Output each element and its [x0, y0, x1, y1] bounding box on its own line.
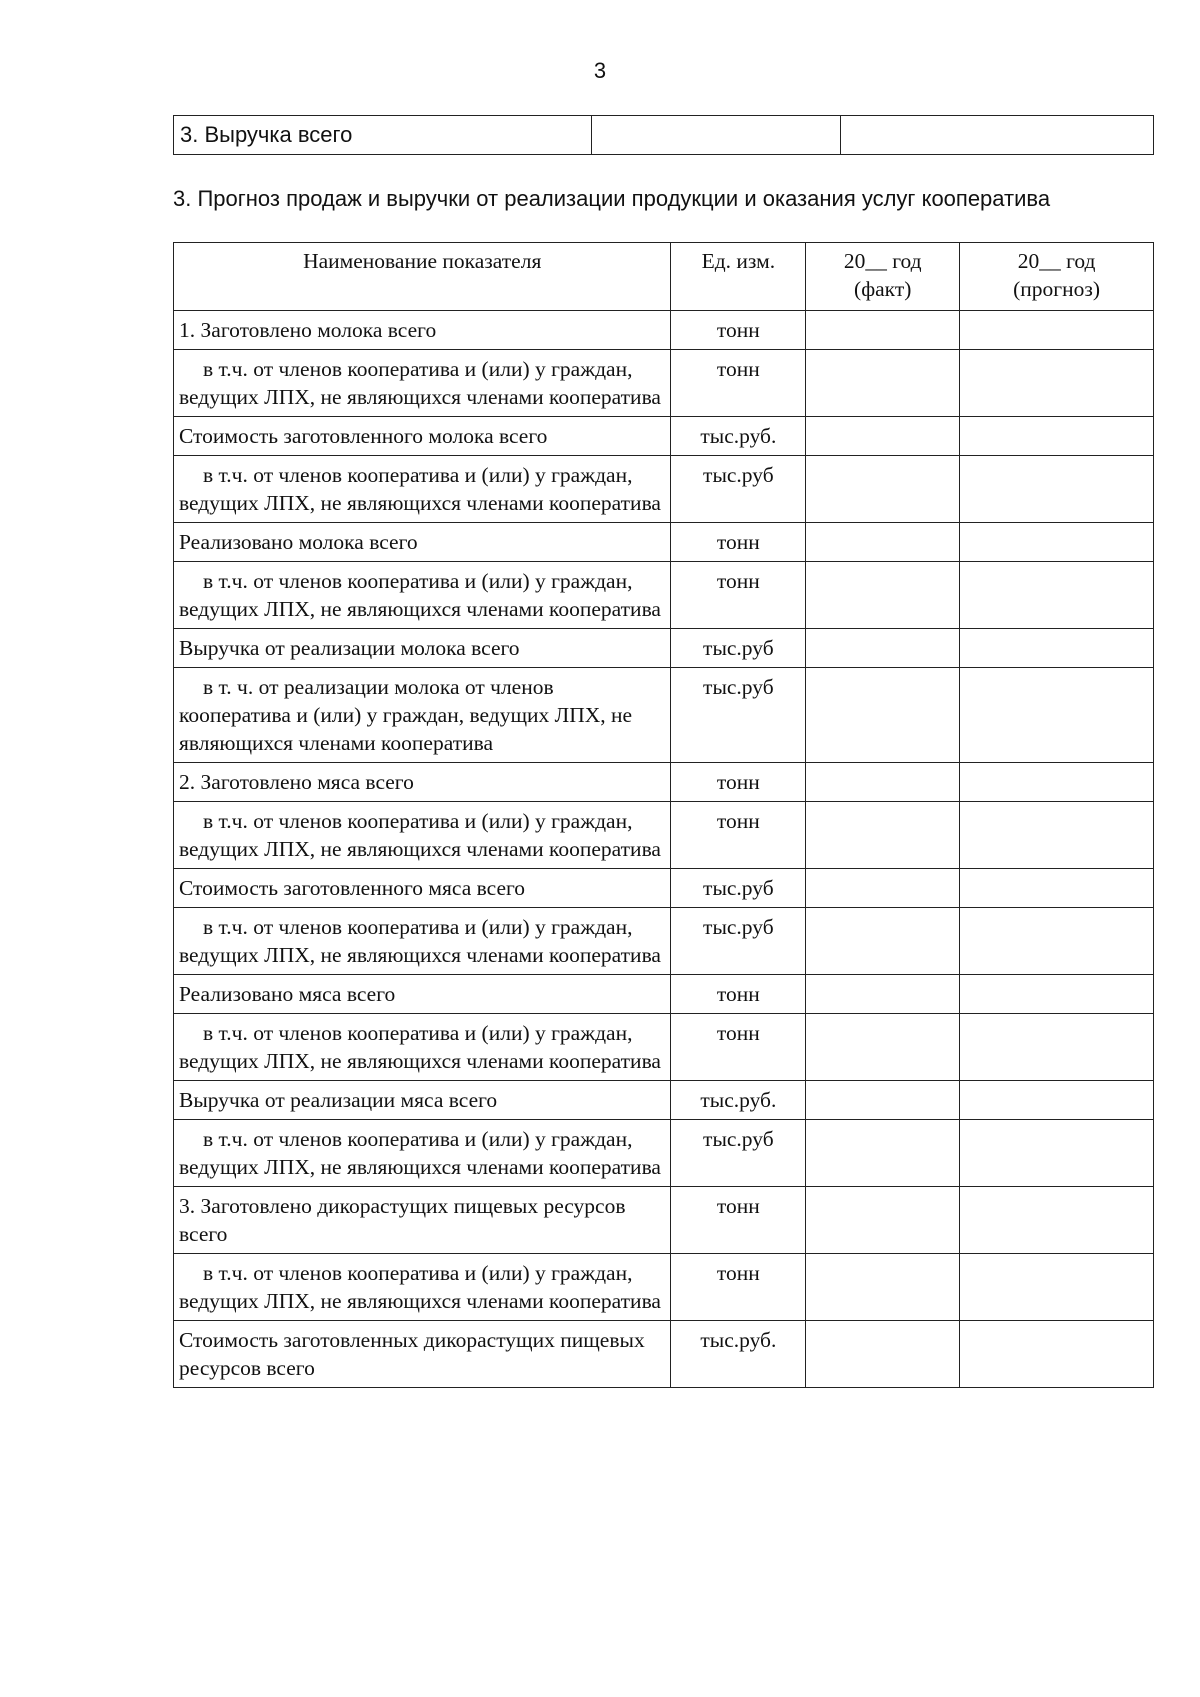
table-row [174, 908, 1154, 975]
forecast-value-cell[interactable] [960, 908, 1154, 975]
indicator-name: 1. Заготовлено молока всего [174, 311, 671, 350]
unit-cell: тыс.руб [671, 629, 806, 668]
table-row [174, 417, 1154, 456]
indicator-name: в т. ч. от реализации молока от членов кооператива и (или) у граждан, ведущих ЛПХ, не являющихся членами кооператива [174, 668, 671, 763]
revenue-total-label: 3. Выручка всего [174, 116, 592, 155]
table-cell[interactable] [591, 116, 841, 155]
table-row [174, 629, 1154, 668]
forecast-value-cell[interactable] [960, 456, 1154, 523]
forecast-value-cell[interactable] [960, 1321, 1154, 1388]
table-row [174, 1187, 1154, 1254]
table-row [174, 1321, 1154, 1388]
indicator-name: в т.ч. от членов кооператива и (или) у граждан, ведущих ЛПХ, не являющихся членами кооператива [174, 1014, 671, 1081]
unit-cell: тонн [671, 975, 806, 1014]
forecast-value-cell[interactable] [960, 1187, 1154, 1254]
fact-value-cell[interactable] [806, 802, 960, 869]
indicator-name: 3. Заготовлено дикорастущих пищевых ресурсов всего [174, 1187, 671, 1254]
indicator-name: в т.ч. от членов кооператива и (или) у граждан, ведущих ЛПХ, не являющихся членами кооператива [174, 1254, 671, 1321]
unit-cell: тонн [671, 311, 806, 350]
forecast-value-cell[interactable] [960, 1081, 1154, 1120]
fact-value-cell[interactable] [806, 350, 960, 417]
page-number: 3 [593, 58, 607, 83]
fact-value-cell[interactable] [806, 1120, 960, 1187]
table-row [174, 1081, 1154, 1120]
column-header-fact [806, 243, 960, 311]
forecast-value-cell[interactable] [960, 523, 1154, 562]
forecast-value-cell[interactable] [960, 802, 1154, 869]
table-row [174, 1120, 1154, 1187]
fact-value-cell[interactable] [806, 908, 960, 975]
indicator-name: в т.ч. от членов кооператива и (или) у граждан, ведущих ЛПХ, не являющихся членами кооператива [174, 908, 671, 975]
fact-note-label: (факт) [854, 277, 912, 301]
table-row [174, 802, 1154, 869]
fact-value-cell[interactable] [806, 1187, 960, 1254]
unit-cell: тонн [671, 1254, 806, 1321]
forecast-value-cell[interactable] [960, 668, 1154, 763]
unit-cell: тыс.руб [671, 869, 806, 908]
unit-cell: тыс.руб. [671, 1081, 806, 1120]
table-row [174, 668, 1154, 763]
fact-value-cell[interactable] [806, 629, 960, 668]
fact-value-cell[interactable] [806, 668, 960, 763]
fact-value-cell[interactable] [806, 1321, 960, 1388]
unit-cell: тонн [671, 1187, 806, 1254]
table-row [174, 1014, 1154, 1081]
table-row [174, 562, 1154, 629]
indicator-name: Реализовано мяса всего [174, 975, 671, 1014]
column-header-name: Наименование показателя [174, 243, 671, 311]
unit-cell: тонн [671, 1014, 806, 1081]
unit-cell: тонн [671, 350, 806, 417]
indicator-name: в т.ч. от членов кооператива и (или) у граждан, ведущих ЛПХ, не являющихся членами кооператива [174, 350, 671, 417]
table-row [174, 869, 1154, 908]
forecast-value-cell[interactable] [960, 417, 1154, 456]
unit-cell: тыс.руб [671, 1120, 806, 1187]
table-row [174, 523, 1154, 562]
indicator-name: Реализовано молока всего [174, 523, 671, 562]
forecast-value-cell[interactable] [960, 350, 1154, 417]
forecast-value-cell[interactable] [960, 1014, 1154, 1081]
fact-value-cell[interactable] [806, 869, 960, 908]
forecast-value-cell[interactable] [960, 869, 1154, 908]
forecast-value-cell[interactable] [960, 562, 1154, 629]
forecast-value-cell[interactable] [960, 311, 1154, 350]
unit-cell: тонн [671, 523, 806, 562]
table-row [174, 456, 1154, 523]
forecast-note-label: (прогноз) [1013, 277, 1101, 301]
indicator-name: в т.ч. от членов кооператива и (или) у граждан, ведущих ЛПХ, не являющихся членами кооператива [174, 562, 671, 629]
unit-cell: тыс.руб [671, 668, 806, 763]
indicator-name: Стоимость заготовленных дикорастущих пищевых ресурсов всего [174, 1321, 671, 1388]
fact-value-cell[interactable] [806, 523, 960, 562]
forecast-value-cell[interactable] [960, 1254, 1154, 1321]
unit-cell: тонн [671, 763, 806, 802]
fact-year-label: 20__ год [843, 249, 922, 273]
revenue-summary-table [173, 115, 1154, 155]
fact-value-cell[interactable] [806, 975, 960, 1014]
table-header-row [174, 243, 1154, 311]
indicator-name: Выручка от реализации мяса всего [174, 1081, 671, 1120]
fact-value-cell[interactable] [806, 562, 960, 629]
fact-value-cell[interactable] [806, 1081, 960, 1120]
indicator-name: в т.ч. от членов кооператива и (или) у граждан, ведущих ЛПХ, не являющихся членами кооператива [174, 802, 671, 869]
table-row [174, 311, 1154, 350]
table-row [174, 975, 1154, 1014]
fact-value-cell[interactable] [806, 456, 960, 523]
table-row [174, 350, 1154, 417]
column-header-forecast [960, 243, 1154, 311]
unit-cell: тыс.руб [671, 456, 806, 523]
table-row [174, 763, 1154, 802]
fact-value-cell[interactable] [806, 417, 960, 456]
fact-value-cell[interactable] [806, 1014, 960, 1081]
unit-cell: тонн [671, 562, 806, 629]
unit-cell: тыс.руб. [671, 1321, 806, 1388]
fact-value-cell[interactable] [806, 763, 960, 802]
column-header-unit: Ед. изм. [671, 243, 806, 311]
table-row [174, 1254, 1154, 1321]
indicator-name: Выручка от реализации молока всего [174, 629, 671, 668]
indicator-name: 2. Заготовлено мяса всего [174, 763, 671, 802]
forecast-value-cell[interactable] [960, 763, 1154, 802]
indicator-name: Стоимость заготовленного мяса всего [174, 869, 671, 908]
forecast-value-cell[interactable] [960, 1120, 1154, 1187]
forecast-value-cell[interactable] [960, 975, 1154, 1014]
indicator-name: в т.ч. от членов кооператива и (или) у граждан, ведущих ЛПХ, не являющихся членами кооператива [174, 1120, 671, 1187]
section-heading: 3. Прогноз продаж и выручки от реализации продукции и оказания услуг кооператива [173, 186, 1051, 211]
indicator-name: Стоимость заготовленного молока всего [174, 417, 671, 456]
unit-cell: тыс.руб [671, 908, 806, 975]
sales-forecast-table [173, 242, 1154, 1388]
forecast-value-cell[interactable] [960, 629, 1154, 668]
table-cell[interactable] [841, 116, 1154, 155]
unit-cell: тонн [671, 802, 806, 869]
unit-cell: тыс.руб. [671, 417, 806, 456]
forecast-year-label: 20__ год [1017, 249, 1096, 273]
fact-value-cell[interactable] [806, 311, 960, 350]
indicator-name: в т.ч. от членов кооператива и (или) у граждан, ведущих ЛПХ, не являющихся членами кооператива [174, 456, 671, 523]
fact-value-cell[interactable] [806, 1254, 960, 1321]
table-row [174, 116, 1154, 155]
